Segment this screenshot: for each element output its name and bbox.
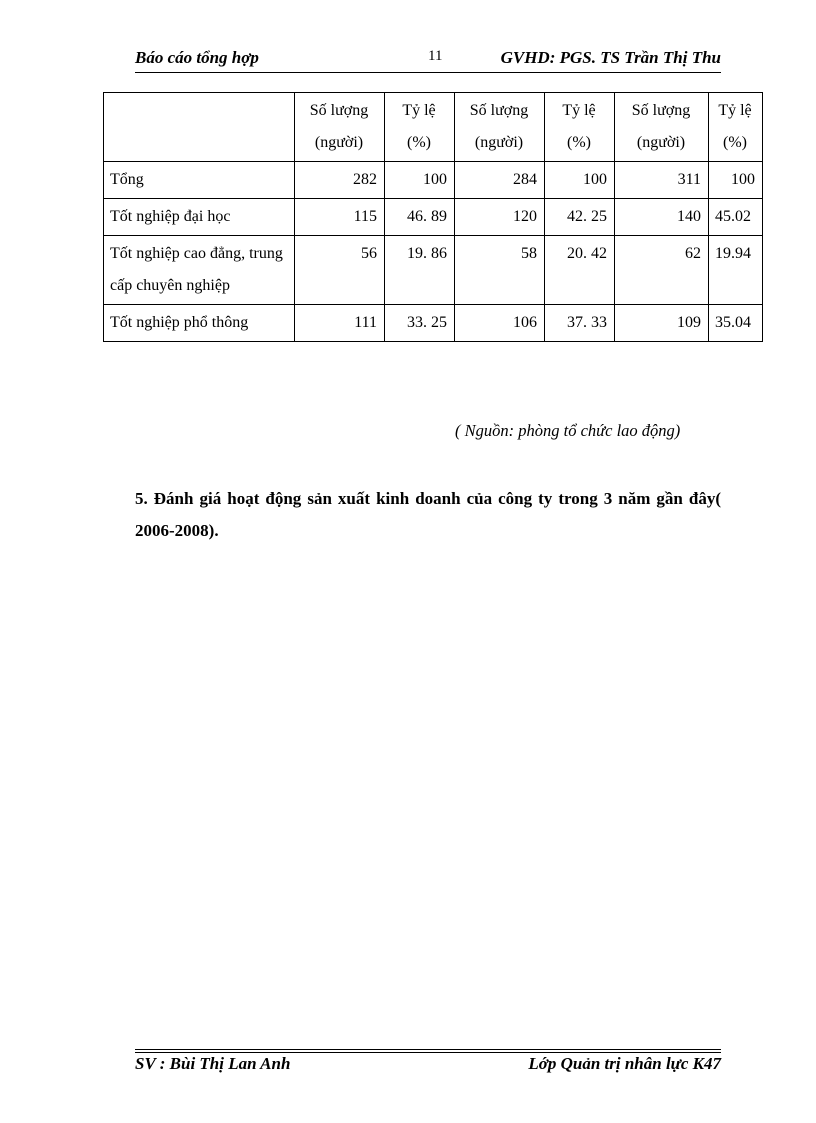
header-cell-rate: Tỷ lệ (%)	[709, 93, 763, 162]
row-label: Tổng	[104, 162, 295, 199]
class-name: Lớp Quản trị nhân lực K47	[528, 1054, 721, 1073]
section-heading: 5. Đánh giá hoạt động sản xuất kinh doanh của công ty trong 3 năm gần đây( 2006-2008).	[135, 489, 721, 540]
rate-cell: 19. 86	[385, 236, 455, 305]
count-cell: 58	[455, 236, 545, 305]
table-row	[104, 305, 763, 342]
footer-divider	[135, 1049, 721, 1050]
count-cell: 111	[295, 305, 385, 342]
table-row	[104, 236, 763, 305]
count-cell: 62	[615, 236, 709, 305]
rate-cell: 100	[545, 162, 615, 199]
count-cell: 56	[295, 236, 385, 305]
row-label: Tốt nghiệp đại học	[104, 199, 295, 236]
table-row	[104, 162, 763, 199]
header-cell-empty	[104, 93, 295, 162]
count-cell: 115	[295, 199, 385, 236]
rate-cell: 19.94	[709, 236, 763, 305]
row-label: Tốt nghiệp cao đẳng, trung cấp chuyên nghiệp	[104, 236, 295, 305]
rate-cell: 20. 42	[545, 236, 615, 305]
count-cell: 284	[455, 162, 545, 199]
student-name: SV : Bùi Thị Lan Anh	[135, 1054, 291, 1073]
count-cell: 282	[295, 162, 385, 199]
count-cell: 120	[455, 199, 545, 236]
header-cell-count: Số lượng (người)	[455, 93, 545, 162]
rate-cell: 45.02	[709, 199, 763, 236]
rate-cell: 100	[709, 162, 763, 199]
report-title: Báo cáo tổng hợp	[135, 48, 259, 67]
table-header-row	[104, 93, 763, 162]
rate-cell: 46. 89	[385, 199, 455, 236]
page-number: 11	[428, 48, 443, 64]
staff-education-table	[103, 92, 763, 342]
row-label: Tốt nghiệp phổ thông	[104, 305, 295, 342]
header-cell-count: Số lượng (người)	[295, 93, 385, 162]
header-cell-rate: Tỷ lệ (%)	[385, 93, 455, 162]
count-cell: 106	[455, 305, 545, 342]
count-cell: 140	[615, 199, 709, 236]
source-note: ( Nguồn: phòng tổ chức lao động)	[455, 421, 681, 440]
rate-cell: 35.04	[709, 305, 763, 342]
count-cell: 311	[615, 162, 709, 199]
rate-cell: 42. 25	[545, 199, 615, 236]
header-cell-count: Số lượng (người)	[615, 93, 709, 162]
header-cell-rate: Tỷ lệ (%)	[545, 93, 615, 162]
table-row	[104, 199, 763, 236]
supervisor-name: GVHD: PGS. TS Trần Thị Thu	[500, 48, 721, 67]
page-header	[135, 48, 721, 73]
footer-divider	[135, 1052, 721, 1053]
rate-cell: 33. 25	[385, 305, 455, 342]
rate-cell: 37. 33	[545, 305, 615, 342]
rate-cell: 100	[385, 162, 455, 199]
count-cell: 109	[615, 305, 709, 342]
